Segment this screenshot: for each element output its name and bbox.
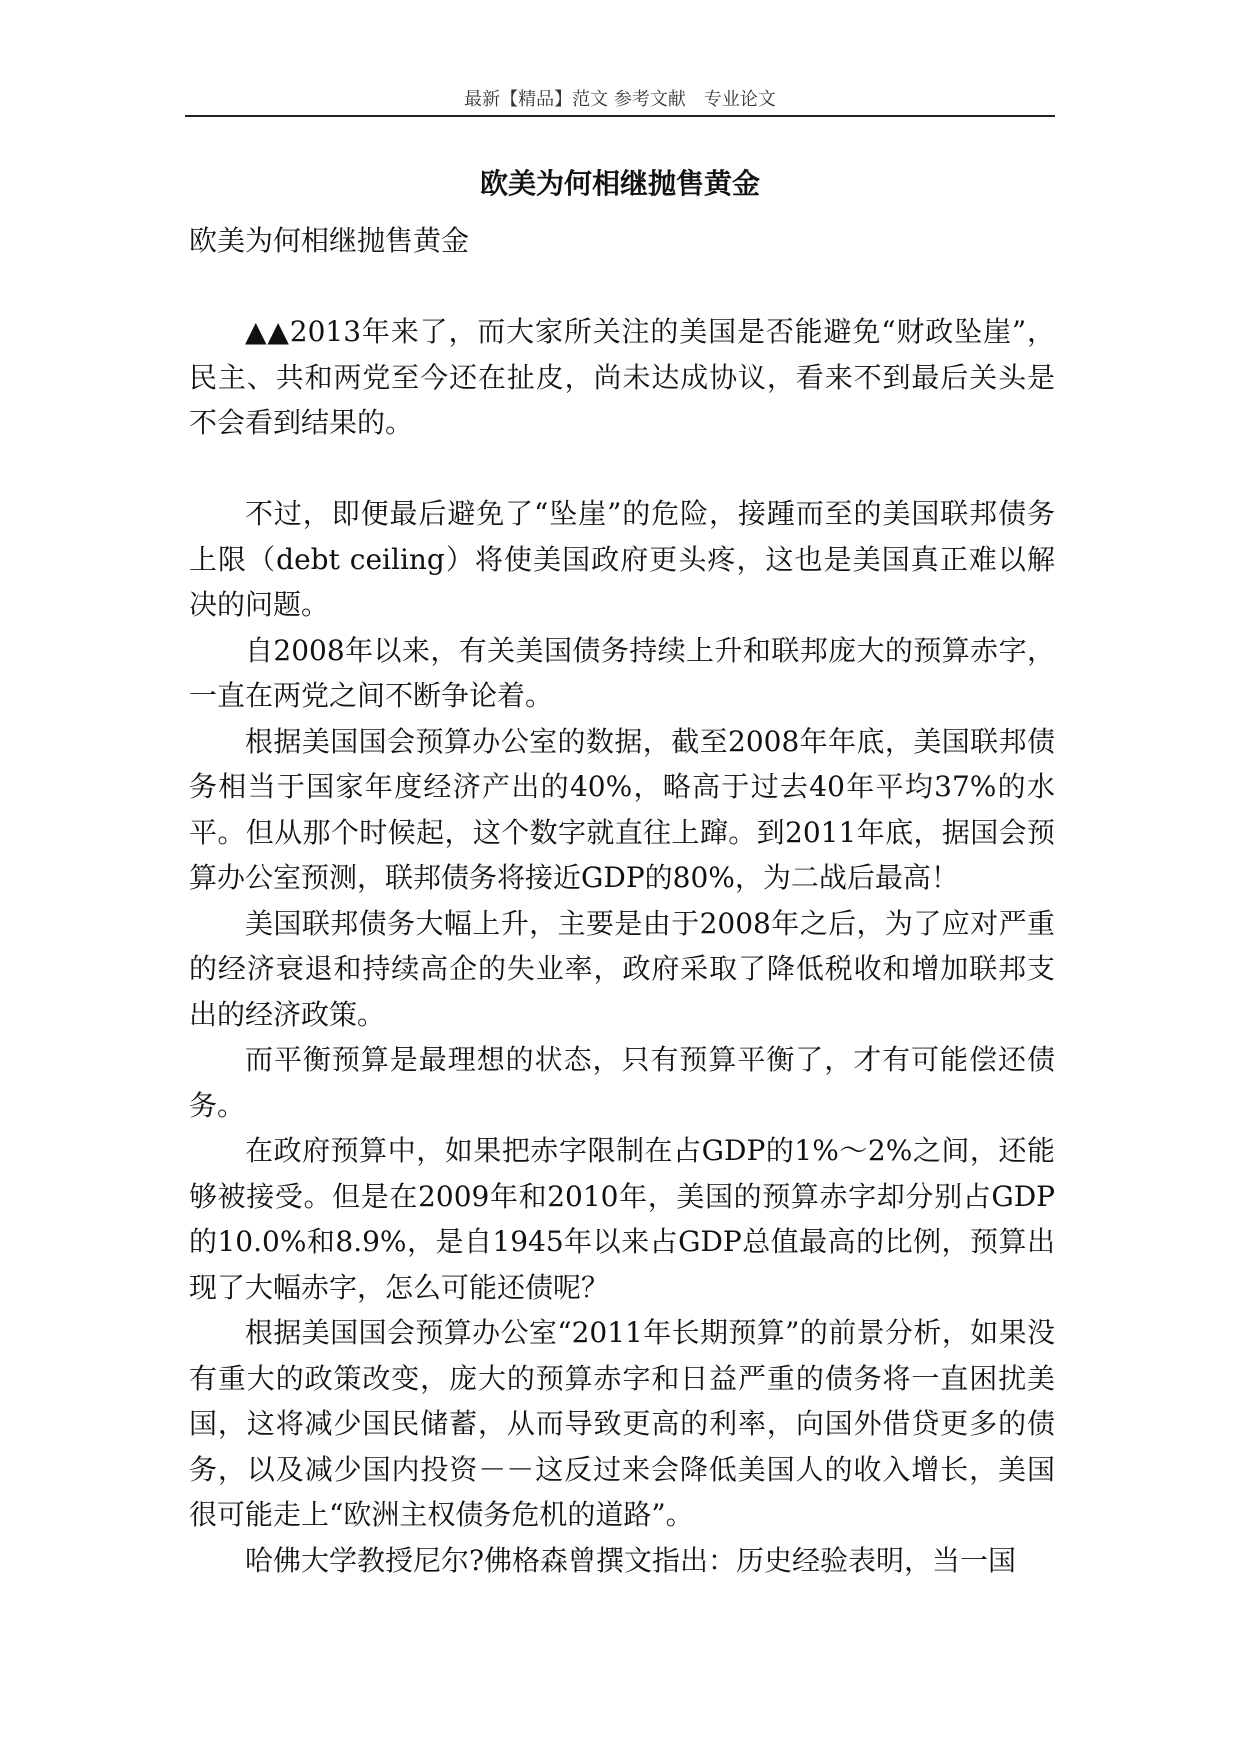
paragraph-gap bbox=[189, 264, 1055, 310]
paragraph-4: 根据美国国会预算办公室的数据，截至2008年年底，美国联邦债务相当于国家年度经济产出的40%，略高于过去40年平均37%的水平。但从那个时候起，这个数字就直往上蹿。到2011年底，据国会预算办公室预测，联邦债务将接近GDP的80%，为二战后最高！ bbox=[189, 724, 1055, 894]
paragraph-9: 哈佛大学教授尼尔?佛格森曾撰文指出：历史经验表明，当一国 bbox=[245, 1543, 1017, 1577]
paragraph-7: 在政府预算中，如果把赤字限制在占GDP的1%～2%之间，还能够被接受。但是在2009年和2010年，美国的预算赤字却分别占GDP的10.0%和8.9%，是自1945年以来占GDP总值最高的比例，预算出现了大幅赤字，怎么可能还债呢？ bbox=[189, 1134, 1055, 1304]
paragraph-3: 自2008年以来，有关美国债务持续上升和联邦庞大的预算赤字，一直在两党之间不断争论着。 bbox=[189, 633, 1055, 712]
paragraph-1: ▲▲2013年来了，而大家所关注的美国是否能避免“财政坠崖”，民主、共和两党至今还在扯皮，尚未达成协议，看来不到最后关头是不会看到结果的。 bbox=[189, 315, 1055, 439]
paragraph-8: 根据美国国会预算办公室“2011年长期预算”的前景分析，如果没有重大的政策改变，庞大的预算赤字和日益严重的债务将一直困扰美国，这将减少国民储蓄，从而导致更高的利率，向国外借贷更多的债务，以及减少国内投资－－这反过来会降低美国人的收入增长，美国很可能走上“欧洲主权债务危机的道路”。 bbox=[189, 1316, 1055, 1531]
paragraph-gap bbox=[189, 446, 1055, 492]
header-divider bbox=[185, 115, 1055, 117]
document-body bbox=[189, 218, 1055, 1583]
paragraph-5: 美国联邦债务大幅上升，主要是由于2008年之后，为了应对严重的经济衰退和持续高企的失业率，政府采取了降低税收和增加联邦支出的经济政策。 bbox=[189, 906, 1055, 1031]
document-title: 欧美为何相继抛售黄金 bbox=[479, 167, 760, 200]
running-header: 最新【精品】范文 参考文献 专业论文 bbox=[464, 89, 776, 110]
document-subtitle: 欧美为何相继抛售黄金 bbox=[189, 224, 470, 257]
paragraph-2: 不过，即便最后避免了“坠崖”的危险，接踵而至的美国联邦债务上限（debt ceiling）将使美国政府更头疼，这也是美国真正难以解决的问题。 bbox=[189, 497, 1055, 621]
paragraph-6: 而平衡预算是最理想的状态，只有预算平衡了，才有可能偿还债务。 bbox=[189, 1043, 1055, 1122]
